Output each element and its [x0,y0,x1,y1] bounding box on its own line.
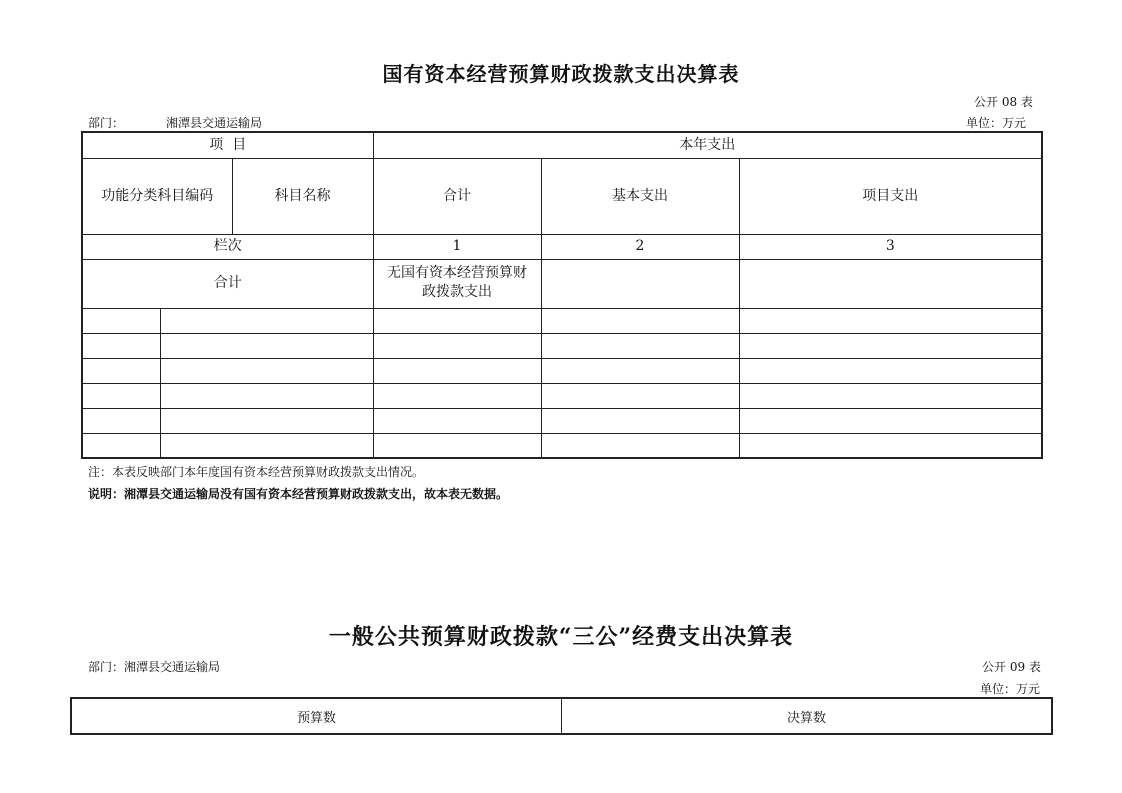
table-cell [82,383,160,408]
column-number-2: 2 [541,234,739,259]
table-cell [373,408,541,433]
table-cell [373,333,541,358]
table1-dept-label: 部门： [88,116,125,130]
table-cell [160,333,373,358]
header-subject-name: 科目名称 [232,158,373,234]
table-cell [373,433,541,458]
table1-note: 注：本表反映部门本年度国有资本经营预算财政拨款支出情况。 [88,465,425,479]
header-budget: 预算数 [71,698,562,734]
header-final: 决算数 [562,698,1053,734]
table2 [70,697,1053,735]
table-cell [160,408,373,433]
table-row [82,383,1042,408]
table-row [82,358,1042,383]
table2-unit: 单位：万元 [980,682,1041,696]
table-cell [82,408,160,433]
header-func-code: 功能分类科目编码 [82,158,232,234]
table-cell [739,333,1042,358]
table-row [82,333,1042,358]
table-cell [541,358,739,383]
table1-code: 公开 08 表 [974,95,1033,109]
table-cell [739,408,1042,433]
table1-explanation: 说明：湘潭县交通运输局没有国有资本经营预算财政拨款支出，故本表无数据。 [88,487,509,501]
table-row [82,433,1042,458]
total-row-basic [541,259,739,308]
table1-dept-name: 湘潭县交通运输局 [166,116,263,130]
table-row [82,408,1042,433]
column-number-1: 1 [373,234,541,259]
header-project-exp: 项目支出 [739,158,1042,234]
table-cell [82,433,160,458]
table-cell [739,358,1042,383]
total-row-label: 合计 [82,259,373,308]
table-cell [82,308,160,333]
table-cell [82,358,160,383]
table1-unit: 单位：万元 [966,116,1027,130]
table-cell [541,408,739,433]
table2-code: 公开 09 表 [982,660,1041,674]
column-row-label: 栏次 [82,234,373,259]
table-cell [739,383,1042,408]
table-cell [373,383,541,408]
header-total: 合计 [373,158,541,234]
table-cell [160,308,373,333]
total-row-value: 无国有资本经营预算财政拨款支出 [373,259,541,308]
table-cell [82,333,160,358]
table1-title: 国有资本经营预算财政拨款支出决算表 [382,62,740,86]
table-cell [541,308,739,333]
table-cell [739,308,1042,333]
table1 [81,131,1043,459]
table2-title: 一般公共预算财政拨款“三公”经费支出决算表 [328,624,794,650]
table2-dept: 部门：湘潭县交通运输局 [88,660,221,674]
total-row-project [739,259,1042,308]
table-cell [373,308,541,333]
table-row [82,308,1042,333]
header-current-year: 本年支出 [373,132,1042,158]
header-basic: 基本支出 [541,158,739,234]
column-number-3: 3 [739,234,1042,259]
table-cell [160,433,373,458]
header-project: 项 目 [82,132,373,158]
table-cell [373,358,541,383]
table-cell [160,358,373,383]
table-cell [739,433,1042,458]
table-cell [541,383,739,408]
table-cell [160,383,373,408]
table-cell [541,433,739,458]
table-cell [541,333,739,358]
